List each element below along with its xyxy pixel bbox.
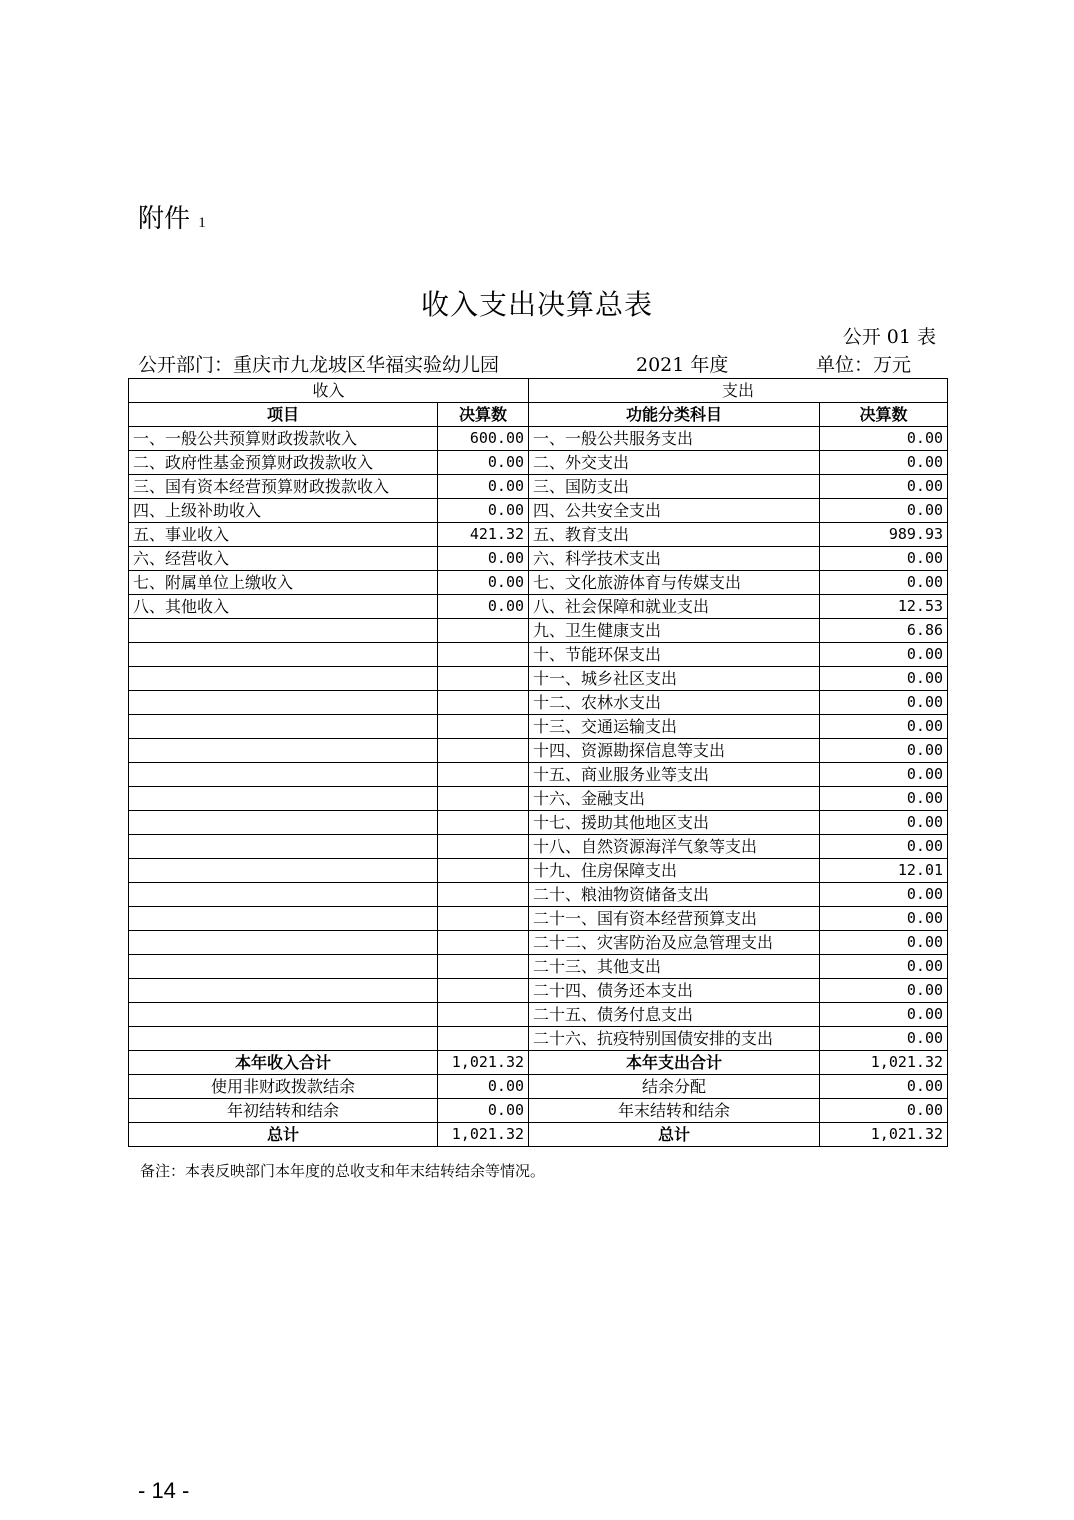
- amount2-column-header: 决算数: [820, 403, 948, 427]
- item-column-header: 项目: [129, 403, 438, 427]
- income-item-cell: 一、一般公共预算财政拨款收入: [129, 427, 438, 451]
- income-item-cell: 四、上级补助收入: [129, 499, 438, 523]
- expense-amount-cell: 0.00: [820, 835, 948, 859]
- expense-amount-cell: 989.93: [820, 523, 948, 547]
- expense-item-cell: 十五、商业服务业等支出: [529, 763, 820, 787]
- summary-expense-label: 年末结转和结余: [529, 1099, 820, 1123]
- category-column-header: 功能分类科目: [529, 403, 820, 427]
- income-item-cell: [129, 691, 438, 715]
- expense-item-cell: 二十一、国有资本经营预算支出: [529, 907, 820, 931]
- expense-item-cell: 四、公共安全支出: [529, 499, 820, 523]
- expense-amount-cell: 0.00: [820, 787, 948, 811]
- expense-amount-cell: 0.00: [820, 691, 948, 715]
- attachment-number: 1: [198, 215, 206, 231]
- income-item-cell: [129, 979, 438, 1003]
- income-item-cell: [129, 811, 438, 835]
- table-row: [129, 667, 948, 691]
- expense-item-cell: 六、科学技术支出: [529, 547, 820, 571]
- income-item-cell: 二、政府性基金预算财政拨款收入: [129, 451, 438, 475]
- table-row: [129, 571, 948, 595]
- expense-amount-cell: 0.00: [820, 475, 948, 499]
- income-amount-cell: [438, 619, 529, 643]
- income-amount-cell: [438, 931, 529, 955]
- expense-amount-cell: 0.00: [820, 1003, 948, 1027]
- income-item-cell: [129, 787, 438, 811]
- income-item-cell: 五、事业收入: [129, 523, 438, 547]
- attachment-label: 附件 1: [138, 204, 206, 234]
- income-amount-cell: 0.00: [438, 571, 529, 595]
- income-amount-cell: [438, 667, 529, 691]
- page-title: 收入支出决算总表: [420, 288, 653, 321]
- table-row: [129, 427, 948, 451]
- summary-income-amount: 1,021.32: [438, 1123, 529, 1147]
- expense-item-cell: 一、一般公共服务支出: [529, 427, 820, 451]
- expense-amount-cell: 0.00: [820, 643, 948, 667]
- expense-item-cell: 十二、农林水支出: [529, 691, 820, 715]
- income-item-cell: [129, 763, 438, 787]
- summary-expense-label: 总计: [529, 1123, 820, 1147]
- expense-header: 支出: [529, 379, 948, 403]
- amount-column-header: 决算数: [438, 403, 529, 427]
- income-item-cell: [129, 643, 438, 667]
- income-amount-cell: 0.00: [438, 547, 529, 571]
- income-amount-cell: [438, 811, 529, 835]
- income-item-cell: [129, 1027, 438, 1051]
- income-amount-cell: [438, 787, 529, 811]
- summary-row: [129, 1051, 948, 1075]
- table-row: [129, 1027, 948, 1051]
- summary-expense-amount: 0.00: [820, 1099, 948, 1123]
- income-item-cell: [129, 667, 438, 691]
- income-amount-cell: 421.32: [438, 523, 529, 547]
- income-header: 收入: [129, 379, 529, 403]
- expense-amount-cell: 0.00: [820, 427, 948, 451]
- table-row: [129, 979, 948, 1003]
- department: 公开部门：重庆市九龙坡区华福实验幼儿园: [138, 354, 500, 376]
- income-amount-cell: [438, 979, 529, 1003]
- income-amount-cell: 0.00: [438, 595, 529, 619]
- income-item-cell: 八、其他收入: [129, 595, 438, 619]
- expense-item-cell: 二十六、抗疫特别国债安排的支出: [529, 1027, 820, 1051]
- table-row: [129, 787, 948, 811]
- table-row: [129, 595, 948, 619]
- income-amount-cell: [438, 1003, 529, 1027]
- table-row: [129, 523, 948, 547]
- expense-item-cell: 二十二、灾害防治及应急管理支出: [529, 931, 820, 955]
- expense-item-cell: 八、社会保障和就业支出: [529, 595, 820, 619]
- table-row: [129, 763, 948, 787]
- expense-item-cell: 十八、自然资源海洋气象等支出: [529, 835, 820, 859]
- summary-expense-amount: 1,021.32: [820, 1123, 948, 1147]
- expense-amount-cell: 0.00: [820, 715, 948, 739]
- table-row: [129, 1003, 948, 1027]
- expense-item-cell: 二十、粮油物资储备支出: [529, 883, 820, 907]
- summary-row: [129, 1123, 948, 1147]
- expense-item-cell: 三、国防支出: [529, 475, 820, 499]
- income-amount-cell: 0.00: [438, 475, 529, 499]
- expense-amount-cell: 0.00: [820, 811, 948, 835]
- income-item-cell: [129, 883, 438, 907]
- income-item-cell: [129, 859, 438, 883]
- expense-amount-cell: 0.00: [820, 547, 948, 571]
- income-amount-cell: [438, 643, 529, 667]
- expense-amount-cell: 12.01: [820, 859, 948, 883]
- header-row-sub: [129, 403, 948, 427]
- expense-item-cell: 十一、城乡社区支出: [529, 667, 820, 691]
- income-item-cell: 七、附属单位上缴收入: [129, 571, 438, 595]
- income-amount-cell: 600.00: [438, 427, 529, 451]
- income-amount-cell: [438, 763, 529, 787]
- summary-income-label: 总计: [129, 1123, 438, 1147]
- table-row: [129, 859, 948, 883]
- table-row: [129, 883, 948, 907]
- income-amount-cell: [438, 907, 529, 931]
- unit: 单位：万元: [816, 354, 912, 376]
- income-amount-cell: [438, 691, 529, 715]
- summary-income-amount: 1,021.32: [438, 1051, 529, 1075]
- income-amount-cell: [438, 859, 529, 883]
- expense-item-cell: 十四、资源勘探信息等支出: [529, 739, 820, 763]
- fiscal-year: 2021 年度: [636, 354, 729, 376]
- income-amount-cell: [438, 835, 529, 859]
- summary-expense-label: 本年支出合计: [529, 1051, 820, 1075]
- income-amount-cell: [438, 955, 529, 979]
- summary-income-label: 年初结转和结余: [129, 1099, 438, 1123]
- expense-item-cell: 七、文化旅游体育与传媒支出: [529, 571, 820, 595]
- income-item-cell: [129, 739, 438, 763]
- summary-row: [129, 1075, 948, 1099]
- table-row: [129, 811, 948, 835]
- header-row-top: [129, 379, 948, 403]
- income-amount-cell: [438, 883, 529, 907]
- income-amount-cell: 0.00: [438, 451, 529, 475]
- table-row: [129, 499, 948, 523]
- income-amount-cell: [438, 739, 529, 763]
- income-amount-cell: 0.00: [438, 499, 529, 523]
- expense-amount-cell: 0.00: [820, 763, 948, 787]
- expense-amount-cell: 0.00: [820, 451, 948, 475]
- summary-income-amount: 0.00: [438, 1075, 529, 1099]
- income-item-cell: [129, 715, 438, 739]
- expense-amount-cell: 0.00: [820, 499, 948, 523]
- expense-item-cell: 十三、交通运输支出: [529, 715, 820, 739]
- table-row: [129, 451, 948, 475]
- table-number: 公开 01 表: [842, 326, 936, 348]
- summary-income-label: 使用非财政拨款结余: [129, 1075, 438, 1099]
- budget-table: [128, 378, 948, 1147]
- table-row: [129, 907, 948, 931]
- expense-amount-cell: 0.00: [820, 571, 948, 595]
- income-item-cell: [129, 955, 438, 979]
- expense-amount-cell: 0.00: [820, 1027, 948, 1051]
- expense-amount-cell: 0.00: [820, 979, 948, 1003]
- income-amount-cell: [438, 715, 529, 739]
- expense-item-cell: 二十五、债务付息支出: [529, 1003, 820, 1027]
- table-row: [129, 619, 948, 643]
- expense-item-cell: 十九、住房保障支出: [529, 859, 820, 883]
- summary-expense-label: 结余分配: [529, 1075, 820, 1099]
- summary-expense-amount: 1,021.32: [820, 1051, 948, 1075]
- table-row: [129, 739, 948, 763]
- income-item-cell: [129, 619, 438, 643]
- expense-amount-cell: 0.00: [820, 883, 948, 907]
- summary-expense-amount: 0.00: [820, 1075, 948, 1099]
- table-row: [129, 931, 948, 955]
- income-amount-cell: [438, 1027, 529, 1051]
- expense-amount-cell: 0.00: [820, 955, 948, 979]
- expense-item-cell: 五、教育支出: [529, 523, 820, 547]
- summary-income-amount: 0.00: [438, 1099, 529, 1123]
- income-item-cell: 六、经营收入: [129, 547, 438, 571]
- income-item-cell: [129, 835, 438, 859]
- expense-item-cell: 十七、援助其他地区支出: [529, 811, 820, 835]
- table-row: [129, 475, 948, 499]
- expense-amount-cell: 0.00: [820, 667, 948, 691]
- table-row: [129, 547, 948, 571]
- table-row: [129, 715, 948, 739]
- income-item-cell: [129, 1003, 438, 1027]
- footnote: 备注：本表反映部门本年度的总收支和年末结转结余等情况。: [140, 1162, 546, 1180]
- income-item-cell: 三、国有资本经营预算财政拨款收入: [129, 475, 438, 499]
- expense-item-cell: 二十四、债务还本支出: [529, 979, 820, 1003]
- income-item-cell: [129, 907, 438, 931]
- summary-row: [129, 1099, 948, 1123]
- table-row: [129, 835, 948, 859]
- expense-item-cell: 十六、金融支出: [529, 787, 820, 811]
- expense-amount-cell: 12.53: [820, 595, 948, 619]
- table-row: [129, 643, 948, 667]
- summary-income-label: 本年收入合计: [129, 1051, 438, 1075]
- table-row: [129, 691, 948, 715]
- expense-amount-cell: 0.00: [820, 907, 948, 931]
- expense-amount-cell: 6.86: [820, 619, 948, 643]
- income-item-cell: [129, 931, 438, 955]
- expense-item-cell: 二十三、其他支出: [529, 955, 820, 979]
- expense-item-cell: 二、外交支出: [529, 451, 820, 475]
- expense-amount-cell: 0.00: [820, 931, 948, 955]
- expense-item-cell: 十、节能环保支出: [529, 643, 820, 667]
- expense-amount-cell: 0.00: [820, 739, 948, 763]
- page-number: - 14 -: [138, 1478, 190, 1503]
- table-row: [129, 955, 948, 979]
- expense-item-cell: 九、卫生健康支出: [529, 619, 820, 643]
